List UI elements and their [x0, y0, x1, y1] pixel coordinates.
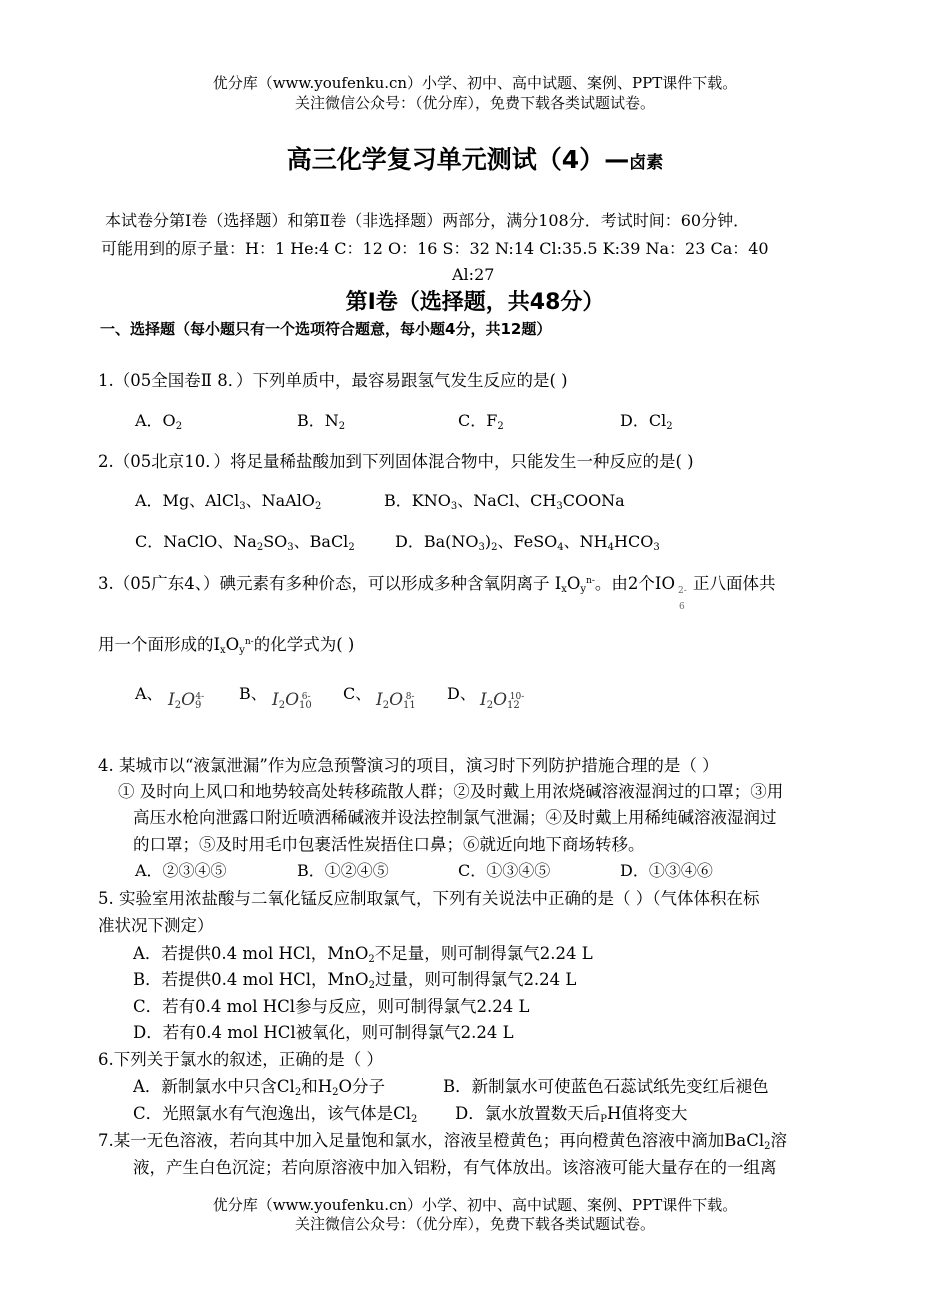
q6-stem: 6.下列关于氯水的叙述，正确的是（ ） — [98, 1050, 383, 1069]
q1-option-a: A．$O_2$ — [135, 411, 183, 432]
q3-option-d-label: D、 — [447, 684, 476, 703]
q4-line-1: ① 及时向上风口和地势较高处转移疏散人群；②及时戴上用浓烧碱溶液湿润过的口罩；③用 — [118, 782, 784, 801]
q3-option-a-formula: $I_2O_9^{4-}$ — [168, 690, 205, 711]
q2-stem: 2.（05北京10．）将足量稀盐酸加到下列固体混合物中，只能发生一种反应的是( ) — [98, 452, 694, 471]
q5-option-a: A．若提供0.4 mol HCl，MnO$_2$不足量，则可制得氯气2.24 L — [133, 944, 593, 965]
section-title: 第Ⅰ卷（选择题，共48分） — [345, 290, 605, 315]
header-line-2: 关注微信公众号：（优分库），免费下载各类试题试卷。 — [294, 94, 655, 112]
section-subtitle: 一、选择题（每小题只有一个选项符合题意，每小题4分，共12题） — [100, 320, 552, 338]
q1-option-d: D．$Cl_2$ — [620, 411, 673, 432]
q4-option-a: A．②③④⑤ — [135, 861, 227, 880]
q3-option-c-formula: $I_2O_{11}^{8-}$ — [376, 690, 416, 711]
q3-option-b-label: B、 — [239, 684, 267, 703]
q4-stem: 4. 某城市以“液氯泄漏”作为应急预警演习的项目，演习时下列防护措施合理的是（ ） — [98, 756, 719, 775]
q2-option-d: D．$Ba(NO_3)_2$、FeSO$_4$、$NH_4HCO_3$ — [395, 532, 660, 553]
q4-option-b: B．①②④⑤ — [297, 861, 389, 880]
q3-option-d-formula: $I_2O_{12}^{10-}$ — [480, 690, 525, 711]
q5-option-c: C．若有0.4 mol HCl参与反应，则可制得氯气2.24 L — [133, 997, 530, 1016]
q3-option-c-label: C、 — [343, 684, 372, 703]
q7-line-2: 液，产生白色沉淀；若向原溶液中加入铝粉，有气体放出。该溶液可能大量存在的一组离 — [133, 1158, 777, 1177]
q5-option-d: D．若有0.4 mol HCl被氧化，则可制得氯气2.24 L — [133, 1023, 514, 1042]
intro-line-3: Al:27 — [452, 265, 495, 284]
q4-line-3: 的口罩；⑤及时用毛巾包裹活性炭捂住口鼻；⑥就近向地下商场转移。 — [133, 835, 645, 854]
q3-option-b-formula: $I_2O_{10}^{6-}$ — [272, 690, 312, 711]
footer-line-1: 优分库（www.youfenku.cn）小学、初中、高中试题、案例、PPT课件下载。 — [212, 1196, 738, 1214]
q2-option-c: C．NaClO、$Na_2SO_3$、BaCl$_2$ — [135, 532, 355, 553]
q3-stem: 3.（05广东4、）碘元素有多种价态，可以形成多种含氧阴离子 $I_xO_y^{n-}$。由2个IO 2- 6 正八面体共 — [98, 574, 776, 612]
q7-line-1: 7.某一无色溶液，若向其中加入足量饱和氯水，溶液呈橙黄色；再向橙黄色溶液中滴加BaCl$_2$溶 — [98, 1131, 787, 1152]
title-main: 高三化学复习单元测试（4）— — [286, 145, 630, 174]
q5-stem-line-1: 5. 实验室用浓盐酸与二氧化锰反应制取氯气，下列有关说法中正确的是（ ）（气体体积在标 — [98, 889, 760, 908]
intro-line-2: 可能用到的原子量：H：1 He:4 C：12 O：16 S：32 N:14 Cl:35.5 K:39 Na：23 Ca：40 — [101, 239, 769, 258]
q6-option-d: D．氯水放置数天后$_P$H值将变大 — [455, 1104, 688, 1125]
q4-option-d: D．①③④⑥ — [620, 861, 713, 880]
q6-option-a: A．新制氯水中只含$Cl_2$和$H_2O$分子 — [133, 1077, 385, 1098]
title-tail: 卤素 — [629, 153, 664, 173]
intro-line-1: 本试卷分第Ⅰ卷（选择题）和第Ⅱ卷（非选择题）两部分，满分108分．考试时间：60分钟． — [105, 211, 750, 230]
q1-option-b: B．$N_2$ — [297, 411, 346, 432]
q2-option-a: A．Mg、AlCl$_3$、NaAlO$_2$ — [135, 491, 322, 512]
q3-stem-line-2: 用一个面形成的$I_xO_y^{n-}$的化学式为( ) — [98, 635, 355, 656]
q3-option-a-label: A、 — [135, 684, 163, 703]
q6-option-b: B．新制氯水可使蓝色石蕊试纸先变红后褪色 — [443, 1077, 769, 1096]
q1-option-c: C．$F_2$ — [458, 411, 504, 432]
page-title — [0, 140, 950, 176]
q6-option-c: C．光照氯水有气泡逸出，该气体是$Cl_2$ — [133, 1104, 418, 1125]
footer-line-2: 关注微信公众号：（优分库），免费下载各类试题试卷。 — [294, 1215, 655, 1233]
q5-option-b: B．若提供0.4 mol HCl，MnO$_2$过量，则可制得氯气2.24 L — [133, 970, 577, 991]
q4-line-2: 高压水枪向泄露口附近喷洒稀碱液并设法控制氯气泄漏；④及时戴上用稀纯碱溶液湿润过 — [133, 808, 777, 827]
header-line-1: 优分库（www.youfenku.cn）小学、初中、高中试题、案例、PPT课件下载。 — [212, 74, 738, 92]
q4-option-c: C．①③④⑤ — [458, 861, 551, 880]
q1-stem: 1.（05全国卷Ⅱ 8．）下列单质中，最容易跟氢气发生反应的是( ) — [98, 371, 568, 390]
q2-option-b: B．$KNO_3$、NaCl、$CH_3COONa$ — [384, 491, 625, 512]
q5-stem-line-2: 准状况下测定） — [98, 916, 214, 935]
